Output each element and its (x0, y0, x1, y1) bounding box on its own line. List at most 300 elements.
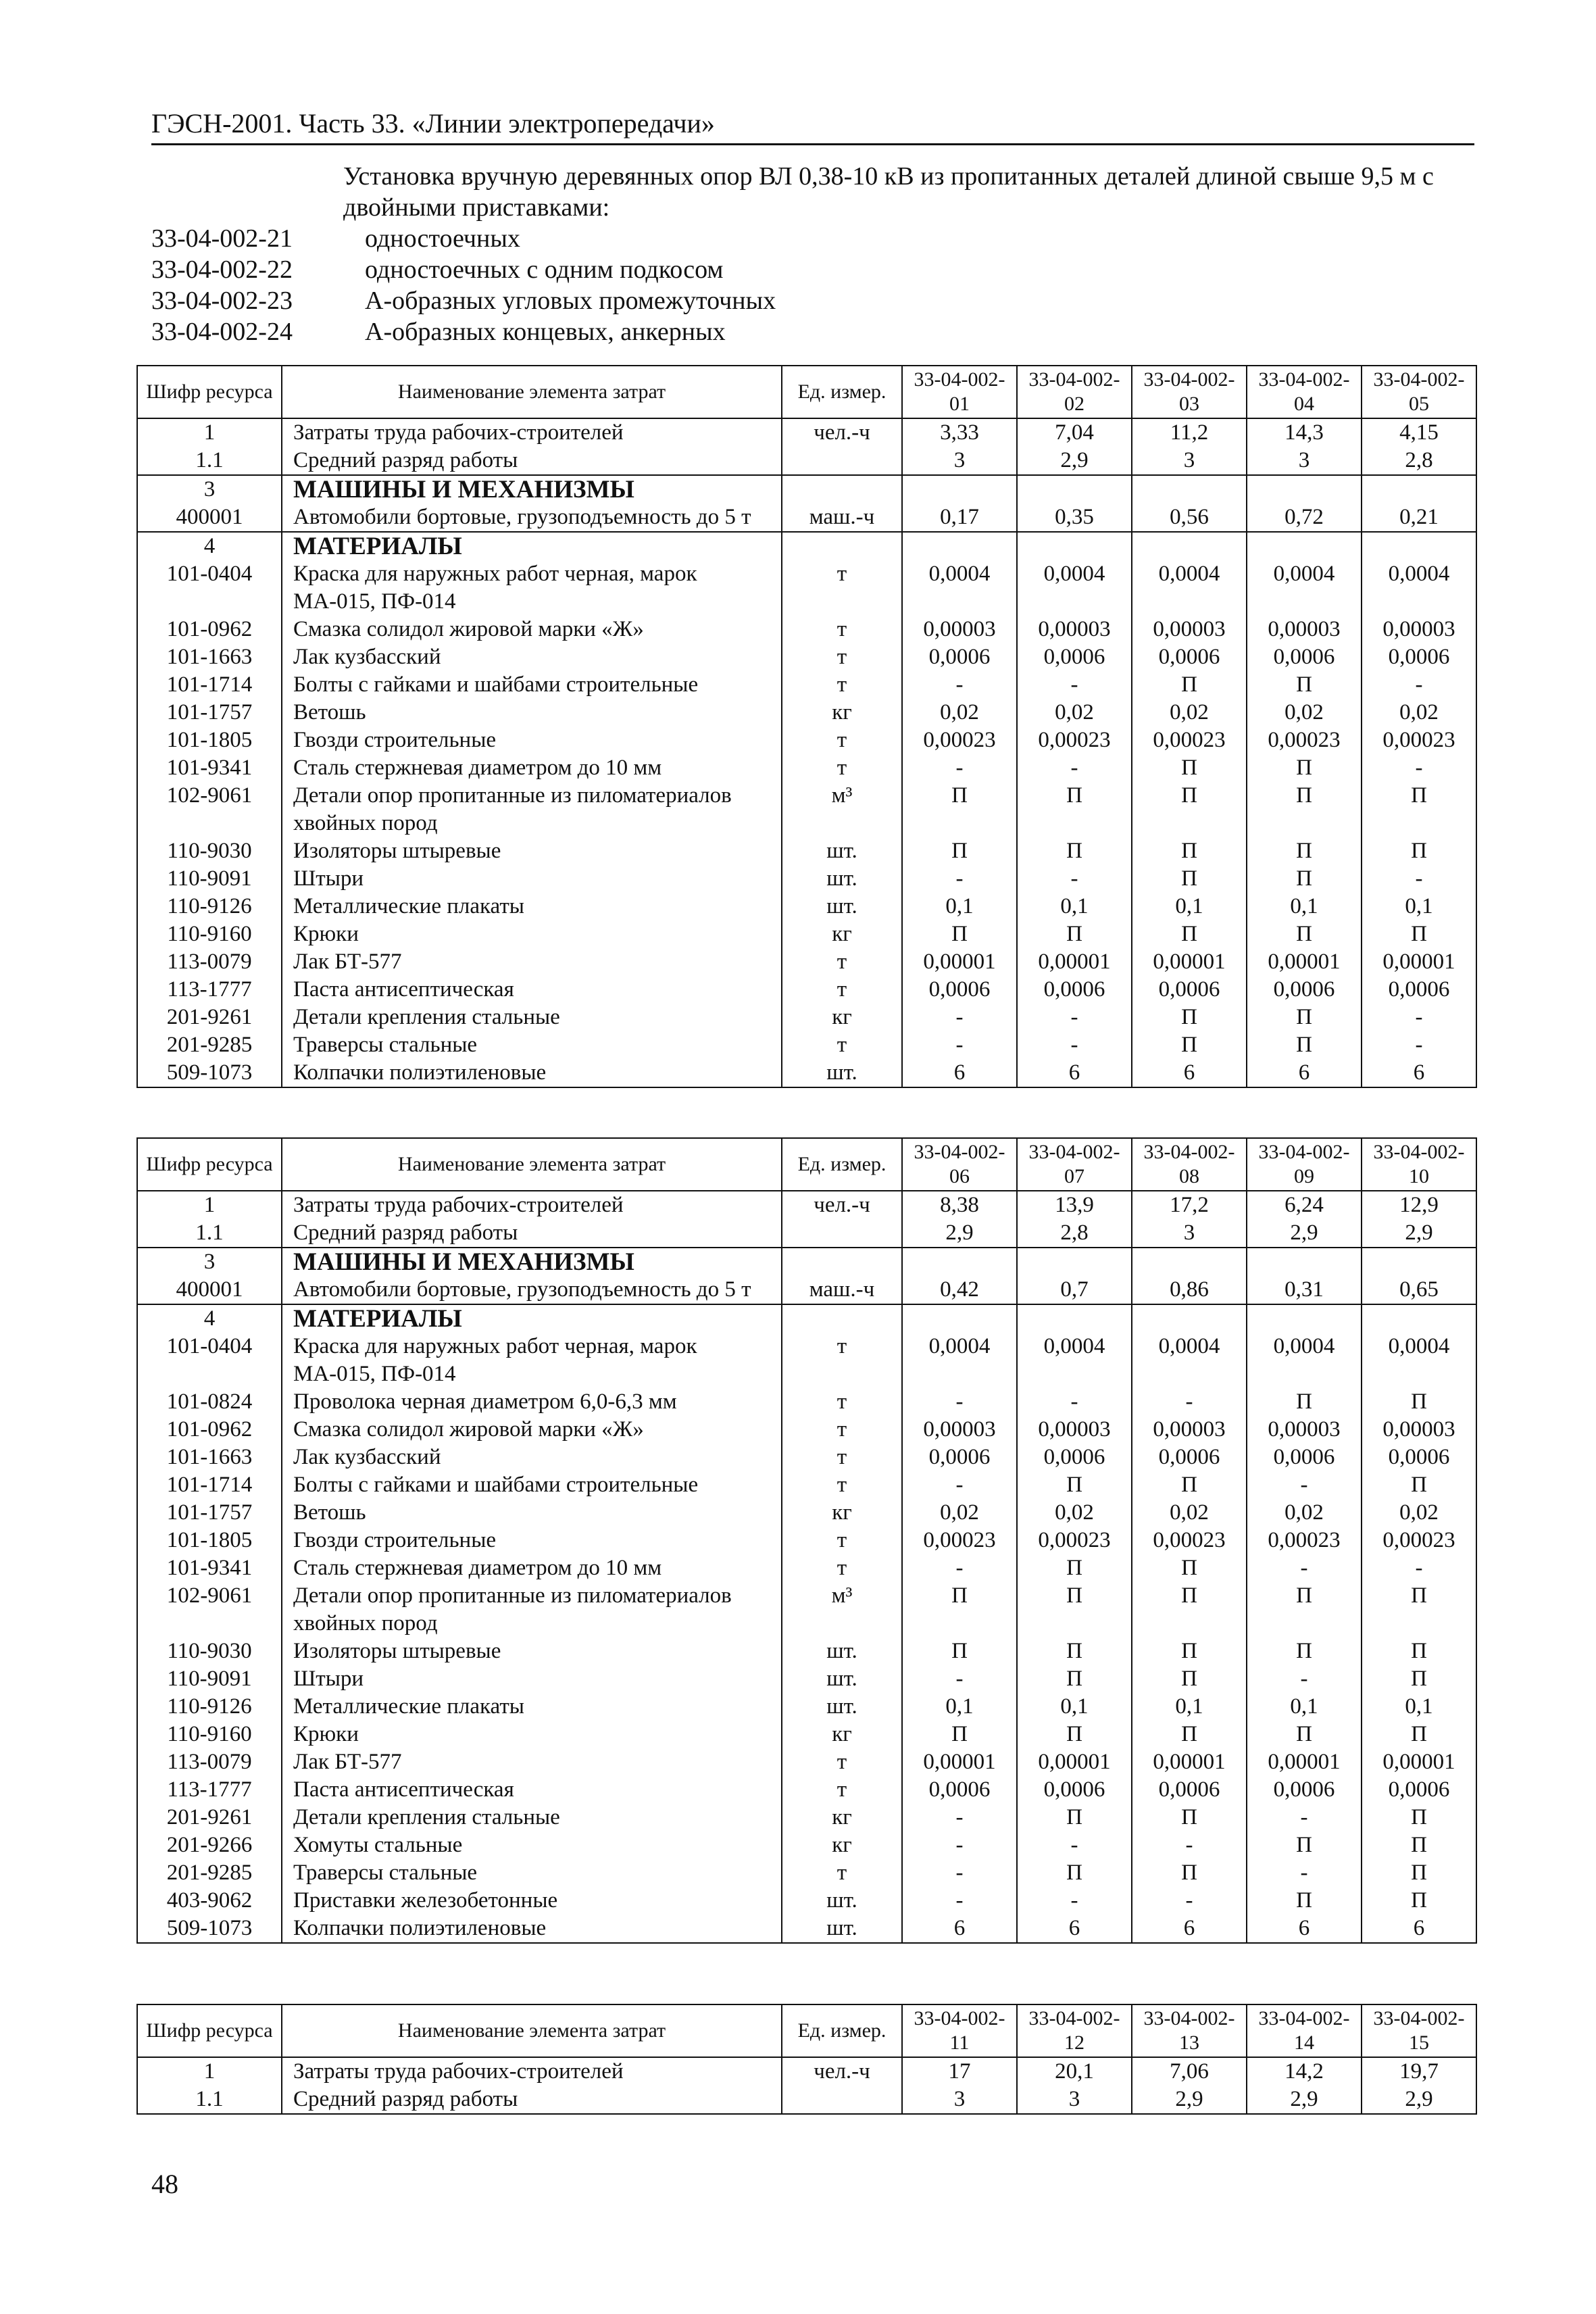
cell-value: 0,00023 (1247, 1527, 1362, 1554)
cell-value: П (1132, 1582, 1247, 1638)
cell-resource-code: 509-1073 (137, 1059, 282, 1087)
cell-value: - (1017, 1031, 1132, 1059)
table-row (137, 1748, 1476, 1776)
cell-value: 0,00003 (1017, 616, 1132, 643)
cell-value: 0,0006 (1247, 1776, 1362, 1804)
cell-value (1017, 1304, 1132, 1333)
cell-value: - (1017, 671, 1132, 699)
cell-unit: кг (782, 1804, 902, 1831)
cell-value: 0,72 (1247, 503, 1362, 532)
cell-value: П (1132, 865, 1247, 893)
cell-value (1362, 532, 1476, 560)
cell-value: 0,00001 (902, 948, 1017, 976)
cell-resource-name: Смазка солидол жировой марки «Ж» (282, 616, 782, 643)
cell-unit: т (782, 1748, 902, 1776)
cell-value: 0,0006 (1247, 1444, 1362, 1471)
header-norm-code: 33-04-002-12 (1017, 2004, 1132, 2057)
header-norm-code: 33-04-002-09 (1247, 1138, 1362, 1191)
cell-value: 0,0006 (1132, 976, 1247, 1004)
cell-value: 3 (902, 447, 1017, 475)
cell-resource-name: Крюки (282, 1721, 782, 1748)
cell-value: 0,1 (1362, 1693, 1476, 1721)
cell-value: 0,0006 (902, 643, 1017, 671)
cell-value: П (1362, 1831, 1476, 1859)
cell-value: П (1362, 1665, 1476, 1693)
cell-resource-name: Гвозди строительные (282, 727, 782, 754)
cell-unit: кг (782, 1831, 902, 1859)
header-name: Наименование элемента затрат (282, 1138, 782, 1191)
cell-value: П (1362, 920, 1476, 948)
header-unit: Ед. измер. (782, 366, 902, 418)
cell-value: 0,0006 (1247, 976, 1362, 1004)
cell-value: - (1362, 865, 1476, 893)
cell-unit: шт. (782, 865, 902, 893)
cell-value: 0,1 (1132, 1693, 1247, 1721)
table-row (137, 1471, 1476, 1499)
page-header (151, 105, 1474, 145)
table-row (137, 1388, 1476, 1416)
cell-resource-name: Затраты труда рабочих-строителей (282, 2057, 782, 2086)
cell-value: 0,0004 (1017, 1333, 1132, 1388)
cell-value: 0,00023 (902, 727, 1017, 754)
intro-item (151, 316, 1476, 347)
cell-value: П (1247, 1582, 1362, 1638)
cell-value: 3 (1132, 1219, 1247, 1248)
cell-unit: шт. (782, 1693, 902, 1721)
cell-value: 3 (1017, 2086, 1132, 2114)
cell-unit (782, 2086, 902, 2114)
cell-resource-name: Детали крепления стальные (282, 1004, 782, 1031)
cell-value: 0,1 (1132, 893, 1247, 920)
table-row (137, 616, 1476, 643)
cell-resource-name: Болты с гайками и шайбами строительные (282, 671, 782, 699)
cell-value: П (1362, 1721, 1476, 1748)
cell-value: 0,0006 (902, 1776, 1017, 1804)
table-row (137, 782, 1476, 837)
cell-value: 13,9 (1017, 1191, 1132, 1219)
cell-value: 14,2 (1247, 2057, 1362, 2086)
cell-value: 0,00001 (1132, 948, 1247, 976)
cell-value: П (1132, 754, 1247, 782)
table-row (137, 418, 1476, 447)
cell-resource-name: Краска для наружных работ черная, марок МА-015, ПФ-014 (282, 560, 782, 616)
cell-resource-name: Ветошь (282, 699, 782, 727)
cell-value: 0,00023 (1362, 1527, 1476, 1554)
cell-resource-name: Лак БТ-577 (282, 948, 782, 976)
intro-item-label: А-образных концевых, анкерных (365, 318, 726, 346)
cell-value: 2,9 (1247, 2086, 1362, 2114)
cell-value: П (1017, 1638, 1132, 1665)
cell-resource-code: 201-9261 (137, 1004, 282, 1031)
cell-value (1132, 475, 1247, 503)
cell-value: 17 (902, 2057, 1017, 2086)
cell-unit: т (782, 754, 902, 782)
cell-value: П (1247, 1887, 1362, 1915)
cell-value: - (902, 754, 1017, 782)
cell-value: 6,24 (1247, 1191, 1362, 1219)
cell-value: П (1247, 782, 1362, 837)
cell-value: П (1132, 782, 1247, 837)
cell-value: - (902, 865, 1017, 893)
cell-value: П (902, 782, 1017, 837)
cell-resource-name: Изоляторы штыревые (282, 837, 782, 865)
table-row (137, 754, 1476, 782)
cell-resource-code: 101-0404 (137, 560, 282, 616)
header-norm-code: 33-04-002-01 (902, 366, 1017, 418)
document-title: ГЭСН-2001. Часть 33. «Линии электропередачи» (151, 108, 715, 139)
cell-value: 2,9 (1247, 1219, 1362, 1248)
table-row (137, 948, 1476, 976)
section-intro (151, 161, 1476, 347)
cell-value: - (1247, 1665, 1362, 1693)
cell-value (1247, 1304, 1362, 1333)
cell-value: 0,0004 (902, 560, 1017, 616)
cell-unit: шт. (782, 1665, 902, 1693)
table-row (137, 2057, 1476, 2086)
header-code: Шифр ресурса (137, 2004, 282, 2057)
resource-table-3 (136, 2004, 1477, 2115)
cell-value: П (1247, 1031, 1362, 1059)
cell-resource-code: 101-9341 (137, 754, 282, 782)
cell-value: 0,0006 (902, 976, 1017, 1004)
cell-value: 0,0006 (1362, 1776, 1476, 1804)
header-divider (151, 143, 1474, 145)
cell-value (902, 475, 1017, 503)
header-norm-code: 33-04-002-05 (1362, 366, 1476, 418)
section-row (137, 1248, 1476, 1276)
table-row (137, 920, 1476, 948)
cell-unit: м³ (782, 782, 902, 837)
cell-resource-name: Средний разряд работы (282, 447, 782, 475)
table-row (137, 893, 1476, 920)
cell-resource-code: 113-0079 (137, 1748, 282, 1776)
cell-value (1132, 1248, 1247, 1276)
cell-value: П (1132, 1004, 1247, 1031)
header-norm-code: 33-04-002-02 (1017, 366, 1132, 418)
cell-value: П (902, 837, 1017, 865)
cell-unit: шт. (782, 1915, 902, 1943)
cell-value: П (902, 920, 1017, 948)
cell-unit: маш.-ч (782, 503, 902, 532)
header-norm-code: 33-04-002-11 (902, 2004, 1017, 2057)
cell-resource-name: Крюки (282, 920, 782, 948)
cell-value: 0,0004 (1132, 1333, 1247, 1388)
cell-resource-code: 101-0824 (137, 1388, 282, 1416)
cell-value: 12,9 (1362, 1191, 1476, 1219)
cell-unit: т (782, 1416, 902, 1444)
table-row (137, 1831, 1476, 1859)
header-code: Шифр ресурса (137, 366, 282, 418)
table-row (137, 503, 1476, 532)
cell-value: П (1247, 837, 1362, 865)
cell-resource-code: 110-9091 (137, 865, 282, 893)
cell-value: П (1247, 865, 1362, 893)
cell-unit: т (782, 727, 902, 754)
cell-value (1362, 1248, 1476, 1276)
cell-value: 0,1 (1017, 1693, 1132, 1721)
table-row (137, 560, 1476, 616)
cell-value (902, 1304, 1017, 1333)
cell-value: П (1247, 1831, 1362, 1859)
table-row (137, 727, 1476, 754)
cell-unit (782, 447, 902, 475)
cell-resource-code: 101-0404 (137, 1333, 282, 1388)
header-norm-code: 33-04-002-10 (1362, 1138, 1476, 1191)
cell-value: 17,2 (1132, 1191, 1247, 1219)
cell-value: 6 (1132, 1059, 1247, 1087)
cell-value: - (1132, 1887, 1247, 1915)
cell-value: 6 (1247, 1915, 1362, 1943)
cell-value: 0,00001 (1132, 1748, 1247, 1776)
cell-value: 0,65 (1362, 1276, 1476, 1304)
cell-resource-code: 1.1 (137, 2086, 282, 2114)
cell-value: 0,0006 (1017, 976, 1132, 1004)
header-code: Шифр ресурса (137, 1138, 282, 1191)
cell-resource-code: 101-9341 (137, 1554, 282, 1582)
cell-value: - (902, 1004, 1017, 1031)
cell-resource-code: 101-1714 (137, 671, 282, 699)
cell-resource-name: Приставки железобетонные (282, 1887, 782, 1915)
header-norm-code: 33-04-002-07 (1017, 1138, 1132, 1191)
cell-value: 6 (1132, 1915, 1247, 1943)
cell-value: П (1362, 1804, 1476, 1831)
cell-value: 0,21 (1362, 503, 1476, 532)
cell-value: - (1017, 1004, 1132, 1031)
cell-value: 0,00023 (1017, 1527, 1132, 1554)
cell-resource-code: 1 (137, 1191, 282, 1219)
section-row (137, 475, 1476, 503)
cell-resource-code: 4 (137, 1304, 282, 1333)
cell-resource-name: Паста антисептическая (282, 1776, 782, 1804)
cell-value: П (1362, 1582, 1476, 1638)
table-header-row (137, 2004, 1476, 2057)
cell-value: 0,00003 (1017, 1416, 1132, 1444)
cell-value: 0,0004 (1017, 560, 1132, 616)
cell-unit (782, 1219, 902, 1248)
cell-value: 0,0004 (902, 1333, 1017, 1388)
cell-value: 11,2 (1132, 418, 1247, 447)
cell-value: 0,00003 (1362, 616, 1476, 643)
table-row (137, 1721, 1476, 1748)
cell-value: - (1247, 1554, 1362, 1582)
cell-value: 0,00001 (1362, 948, 1476, 976)
cell-resource-name: МАТЕРИАЛЫ (282, 1304, 782, 1333)
cell-value: П (1017, 1582, 1132, 1638)
intro-item-code: 33-04-002-22 (151, 255, 293, 284)
cell-value: 0,0006 (1017, 1444, 1132, 1471)
cell-unit: чел.-ч (782, 1191, 902, 1219)
cell-value: П (1017, 1665, 1132, 1693)
cell-unit: т (782, 1388, 902, 1416)
cell-value: 6 (902, 1915, 1017, 1943)
table-row (137, 1004, 1476, 1031)
cell-value: 7,04 (1017, 418, 1132, 447)
cell-value: - (1362, 1554, 1476, 1582)
cell-value: 0,00023 (1017, 727, 1132, 754)
header-norm-code: 33-04-002-15 (1362, 2004, 1476, 2057)
cell-resource-name: Средний разряд работы (282, 2086, 782, 2114)
cell-resource-name: Штыри (282, 1665, 782, 1693)
cell-value: 0,02 (1247, 699, 1362, 727)
cell-resource-code: 113-1777 (137, 1776, 282, 1804)
cell-resource-name: Колпачки полиэтиленовые (282, 1059, 782, 1087)
resource-table-1 (136, 365, 1477, 1088)
cell-value: 0,7 (1017, 1276, 1132, 1304)
cell-resource-code: 101-1663 (137, 643, 282, 671)
cell-value: 0,86 (1132, 1276, 1247, 1304)
cell-resource-name: МАШИНЫ И МЕХАНИЗМЫ (282, 1248, 782, 1276)
cell-resource-name: Металлические плакаты (282, 1693, 782, 1721)
cell-resource-code: 1.1 (137, 1219, 282, 1248)
cell-value: 0,0006 (1362, 643, 1476, 671)
cell-value: 2,9 (1017, 447, 1132, 475)
cell-value: 0,00001 (902, 1748, 1017, 1776)
cell-value: П (1132, 1031, 1247, 1059)
cell-unit: шт. (782, 1887, 902, 1915)
cell-value: - (1017, 754, 1132, 782)
cell-resource-code: 101-1757 (137, 1499, 282, 1527)
cell-resource-code: 1.1 (137, 447, 282, 475)
cell-value: П (1132, 1721, 1247, 1748)
cell-resource-code: 101-0962 (137, 1416, 282, 1444)
cell-value: П (1362, 1887, 1476, 1915)
cell-value: 0,35 (1017, 503, 1132, 532)
cell-value: П (902, 1582, 1017, 1638)
cell-value: 0,0004 (1362, 560, 1476, 616)
header-name: Наименование элемента затрат (282, 366, 782, 418)
cell-value: П (1132, 671, 1247, 699)
cell-resource-name: Изоляторы штыревые (282, 1638, 782, 1665)
cell-resource-name: Сталь стержневая диаметром до 10 мм (282, 1554, 782, 1582)
cell-value: 0,02 (1017, 1499, 1132, 1527)
cell-resource-code: 1 (137, 2057, 282, 2086)
cell-value: 3 (1132, 447, 1247, 475)
cell-value: - (1017, 1887, 1132, 1915)
cell-value: 0,00023 (902, 1527, 1017, 1554)
table-row (137, 1776, 1476, 1804)
cell-value: 2,8 (1362, 447, 1476, 475)
cell-value: П (1247, 1388, 1362, 1416)
cell-value: - (1017, 865, 1132, 893)
cell-resource-name: Колпачки полиэтиленовые (282, 1915, 782, 1943)
cell-resource-name: Автомобили бортовые, грузоподъемность до 5 т (282, 503, 782, 532)
cell-value: П (1017, 782, 1132, 837)
table-row (137, 1276, 1476, 1304)
table-row (137, 1804, 1476, 1831)
intro-item-label: одностоечных (365, 224, 520, 253)
table-row (137, 1859, 1476, 1887)
cell-value: П (902, 1638, 1017, 1665)
table-row (137, 1693, 1476, 1721)
cell-value (902, 532, 1017, 560)
table-row (137, 1582, 1476, 1638)
cell-value: 6 (1017, 1915, 1132, 1943)
cell-value: 0,00003 (1132, 1416, 1247, 1444)
table-row (137, 1638, 1476, 1665)
cell-resource-name: Хомуты стальные (282, 1831, 782, 1859)
cell-value (1362, 1304, 1476, 1333)
header-norm-code: 33-04-002-08 (1132, 1138, 1247, 1191)
cell-resource-name: Металлические плакаты (282, 893, 782, 920)
cell-value: П (1017, 1721, 1132, 1748)
cell-value: П (1132, 1638, 1247, 1665)
intro-item-code: 33-04-002-21 (151, 224, 293, 253)
cell-resource-code: 4 (137, 532, 282, 560)
cell-unit: т (782, 1554, 902, 1582)
cell-value: П (1132, 837, 1247, 865)
table-header-row (137, 366, 1476, 418)
page-number: 48 (151, 2169, 178, 2199)
cell-resource-code: 101-1805 (137, 727, 282, 754)
cell-value: 0,00003 (902, 616, 1017, 643)
cell-value: П (1247, 671, 1362, 699)
cell-value: 0,00001 (1362, 1748, 1476, 1776)
table-row (137, 1915, 1476, 1943)
cell-resource-name: Затраты труда рабочих-строителей (282, 1191, 782, 1219)
cell-unit: т (782, 1333, 902, 1388)
cell-value: 2,9 (1132, 2086, 1247, 2114)
cell-value: 0,02 (902, 1499, 1017, 1527)
cell-resource-name: Траверсы стальные (282, 1031, 782, 1059)
cell-value: - (902, 671, 1017, 699)
cell-value: - (902, 1388, 1017, 1416)
cell-unit: т (782, 976, 902, 1004)
cell-value: 20,1 (1017, 2057, 1132, 2086)
cell-resource-code: 113-1777 (137, 976, 282, 1004)
cell-resource-code: 102-9061 (137, 1582, 282, 1638)
cell-unit: шт. (782, 837, 902, 865)
cell-value: - (902, 1831, 1017, 1859)
cell-value: 0,17 (902, 503, 1017, 532)
cell-value: 4,15 (1362, 418, 1476, 447)
cell-value: П (1247, 1638, 1362, 1665)
cell-resource-code: 113-0079 (137, 948, 282, 976)
cell-value: - (902, 1665, 1017, 1693)
cell-value: П (1017, 1554, 1132, 1582)
cell-resource-code: 400001 (137, 503, 282, 532)
cell-resource-code: 201-9285 (137, 1031, 282, 1059)
table-row (137, 1554, 1476, 1582)
intro-item (151, 254, 1476, 285)
cell-resource-code: 110-9030 (137, 837, 282, 865)
cell-value: - (1362, 1031, 1476, 1059)
table-row (137, 837, 1476, 865)
cell-value: 0,0006 (1132, 643, 1247, 671)
cell-unit: т (782, 1776, 902, 1804)
cell-resource-name: Паста антисептическая (282, 976, 782, 1004)
cell-value (1247, 1248, 1362, 1276)
cell-value: П (1362, 1638, 1476, 1665)
cell-value: - (1017, 1388, 1132, 1416)
table-row (137, 1031, 1476, 1059)
cell-value: 0,0006 (1362, 976, 1476, 1004)
table-row (137, 643, 1476, 671)
cell-value: 6 (1362, 1915, 1476, 1943)
table-row (137, 447, 1476, 475)
cell-value: 0,56 (1132, 503, 1247, 532)
cell-value: П (1132, 1859, 1247, 1887)
cell-value: 7,06 (1132, 2057, 1247, 2086)
cell-value: 6 (902, 1059, 1017, 1087)
table-row (137, 1333, 1476, 1388)
cell-resource-name: МАШИНЫ И МЕХАНИЗМЫ (282, 475, 782, 503)
cell-value: 0,0004 (1362, 1333, 1476, 1388)
cell-value: П (1132, 1804, 1247, 1831)
cell-value: 0,0006 (902, 1444, 1017, 1471)
cell-value: 0,00023 (1132, 1527, 1247, 1554)
cell-value: 2,9 (1362, 2086, 1476, 2114)
cell-value: - (902, 1554, 1017, 1582)
